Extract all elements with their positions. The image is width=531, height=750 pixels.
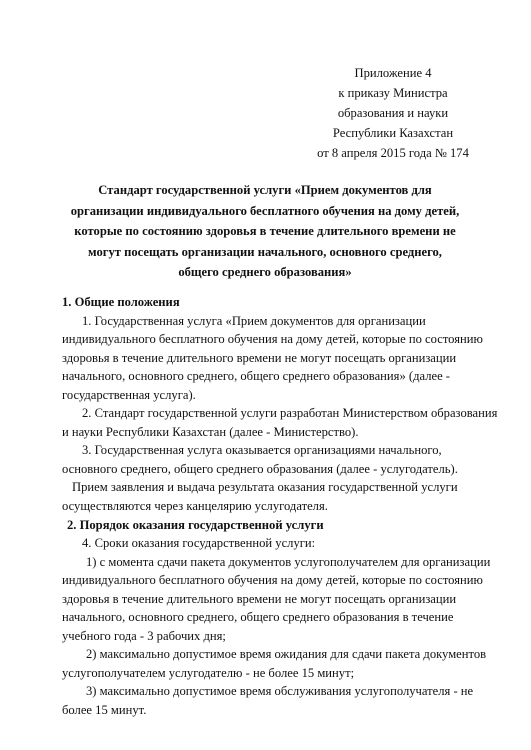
body-line: начального, основного среднего, общего среднего образования» (далее - <box>62 369 450 384</box>
title-line: которые по состоянию здоровья в течение длительного времени не <box>74 224 456 238</box>
appendix-line: к приказу Министра <box>338 86 448 100</box>
title-line: общего среднего образования» <box>178 265 352 279</box>
title-line: могут посещать организации начального, основного среднего, <box>88 244 442 259</box>
body-line: услугополучателем услугодателю - не более 15 минут; <box>62 665 355 680</box>
body-line: 4. Сроки оказания государственной услуги: <box>82 536 316 551</box>
body-line: Прием заявления и выдача результата оказания государственной услуги <box>72 480 458 495</box>
body-line: 2. Стандарт государственной услуги разработан Министерством образования <box>82 406 498 421</box>
body-line: 2) максимально допустимое время ожидания для сдачи пакета документов <box>86 647 487 662</box>
appendix-note <box>300 63 486 163</box>
body-line: более 15 минут. <box>62 703 147 718</box>
appendix-line: от 8 апреля 2015 года № 174 <box>317 146 469 160</box>
body-line: 1. Государственная услуга «Прием документов для организации <box>82 313 426 328</box>
appendix-line: Приложение 4 <box>354 66 432 80</box>
body-line: начального, основного среднего, общего среднего образования в течение <box>62 610 454 625</box>
title-line: Стандарт государственной услуги «Прием документов для <box>98 183 432 197</box>
body-line: 3) максимально допустимое время обслуживания услугополучателя - не <box>86 684 474 699</box>
body-line: 3. Государственная услуга оказывается организациями начального, <box>82 443 442 458</box>
section-heading-procedure: 2. Порядок оказания государственной услуги <box>67 517 324 532</box>
body-line: основного среднего, общего среднего образования (далее - услугодатель). <box>62 461 458 476</box>
body-line: и науки Республики Казахстан (далее - Министерство). <box>62 424 359 439</box>
body-line: здоровья в течение длительного времени не могут посещать организации <box>62 350 457 365</box>
body-line: индивидуального бесплатного обучения на дому детей, которые по состоянию <box>62 332 483 347</box>
document-title <box>55 180 475 283</box>
appendix-line: Республики Казахстан <box>332 126 454 140</box>
body-line: осуществляются через канцелярию услугодателя. <box>62 499 328 514</box>
body-line: 1) с момента сдачи пакета документов услугополучателем для организации <box>86 554 491 569</box>
document-body <box>62 293 498 720</box>
appendix-line: образования и науки <box>337 106 449 120</box>
title-line: организации индивидуального бесплатного обучения на дому детей, <box>70 203 460 218</box>
body-line: здоровья в течение длительного времени не могут посещать организации <box>62 591 457 606</box>
body-line: государственная услуга). <box>62 387 196 402</box>
body-line: учебного года - 3 рабочих дня; <box>62 628 226 643</box>
section-heading-general: 1. Общие положения <box>62 295 180 309</box>
body-line: индивидуального бесплатного обучения на дому детей, которые по состоянию <box>62 573 483 588</box>
